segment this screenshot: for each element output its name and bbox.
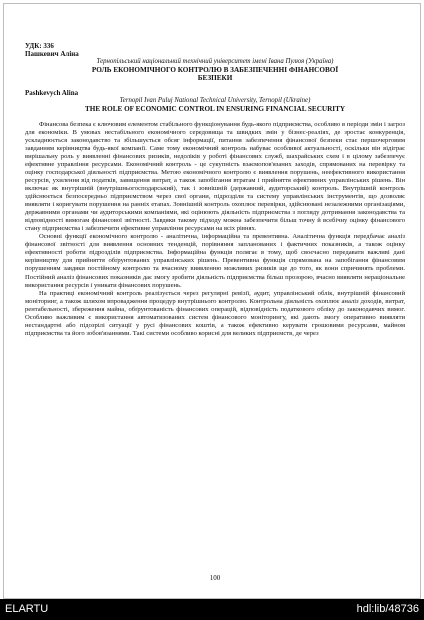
- page-number: 100: [209, 573, 221, 582]
- handle-identifier: hdl:lib/48736: [356, 603, 419, 615]
- paragraph-3: На практиці економічний контроль реалізується через регулярні ревізії, аудит, управлінський облік, внутрішній фінансовий моніторинг, а також шляхом впровадження процедур внутрішнього контролю. Контрольна діяльність охоплює аналіз доходів, витрат, рентабельності, збереження майна, обґрунтованість фінансових операцій, відповідність податкового обліку до законодавчих вимог. Особливо важливим є використання автоматизованих систем фінансового моніторингу, які дають змогу оперативно виявляти нестандартні або підозрілі ситуації у русі фінансових коштів, а також ефективно керувати грошовими ресурсами, майном підприємства та його зобов'язаннями. Такі системи особливо корисні для великих підприємств, де через: [25, 289, 405, 337]
- affiliation-ua: Тернопільський національний технічний університет імені Івана Пулюя (Україна): [96, 58, 334, 65]
- author-name-ua: Пашкевич Аліна: [25, 50, 79, 58]
- udk-code: УДК: 336: [25, 42, 54, 50]
- repository-name: ELARTU: [5, 603, 49, 615]
- paragraph-2: Основні функції економічного контролю - аналітична, інформаційна та превентивна. Аналітична функція передбачає аналіз фінансової звітності для виявлення основних тенденцій, порівняння запланованих і фактичних показників, а також оцінку ефективності роботи підрозділів підприємства. Інформаційна функція полягає в тому, щоб своєчасно передавати важливі дані керівництву для прийняття обґрунтованих управлінських рішень. Превентивна функція спрямована на запобігання фінансовим порушенням завдяки постійному контролю та вчасному виявленню можливих ризиків ще до того, як вони спричинять проблеми. Постійний аналіз фінансових показників дає змогу зробити діяльність підприємства більш прозорою, вчасно виявляти нераціональне використання ресурсів і уникати фінансових порушень.: [25, 233, 405, 289]
- paragraph-1: Фінансова безпека є ключовим елементом стабільного функціонування будь-якого підприємства, особливо в періоди змін і загроз для економіки. В умовах нестабільного економічного середовища та швидких змін у бізнес-реаліях, де зростає конкуренція, ускладнюється законодавство та збільшується обсяг інформації, питання забезпечення фінансової безпеки стає першочерговим завданням керівництва будь-якої компанії. Саме тому економічний контроль набуває особливої актуальності, оскільки він відіграє вирішальну роль у виявленні фінансових ризиків, недоліків у роботі фінансових служб, шахрайських схем і в цілому забезпечує ефективне управління ресурсами. Економічний контроль - це сукупність взаємопов'язаних заходів, спрямованих на перевірку та оцінку господарської діяльності підприємства. Метою економічного контролю є виявлення порушень, неефективного використання ресурсів, ухилення від податків, завищення витрат, а також запобігання втратам і прийняття ефективних управлінських рішень. Він включає як внутрішній (внутрішньогосподарський), так і зовнішній (державний, аудиторський) контроль. Внутрішній контроль здійснюється безпосередньо підприємством через свої органи, підрозділи та систему управлінських інструментів, що дозволяє виявляти і коригувати порушення на ранніх етапах. Зовнішній контроль охоплює перевірки, здійснювані незалежними організаціями, державними органами чи аудиторськими компаніями, які оцінюють діяльність підприємства з погляду дотримання законодавства та відповідності вимогам фінансової звітності. Завдяки такому підходу можна забезпечити більш точну й всебічну оцінку фінансового стану підприємства і забезпечити ефективне управління ресурсами на всіх рівнях.: [25, 120, 405, 233]
- article-body: [25, 121, 405, 338]
- footer-bar: [0, 599, 424, 620]
- spacer: [25, 82, 405, 89]
- author-name-en: Pashkevych Alina: [25, 89, 79, 98]
- page-frame: [3, 3, 421, 599]
- affiliation-en: Ternopil Ivan Puluj National Technical University, Ternopil (Ukraine): [119, 97, 311, 105]
- title-ua-line1: РОЛЬ ЕКОНОМІЧНОГО КОНТРОЛЮ В ЗАБЕЗПЕЧЕННІ ФІНАНСОВОЇ: [91, 66, 339, 74]
- title-ua-line2: БЕЗПЕКИ: [197, 74, 233, 83]
- title-en: THE ROLE OF ECONOMIC CONTROL IN ENSURING FINANCIAL SECURITY: [84, 105, 346, 114]
- document-page: [25, 42, 405, 582]
